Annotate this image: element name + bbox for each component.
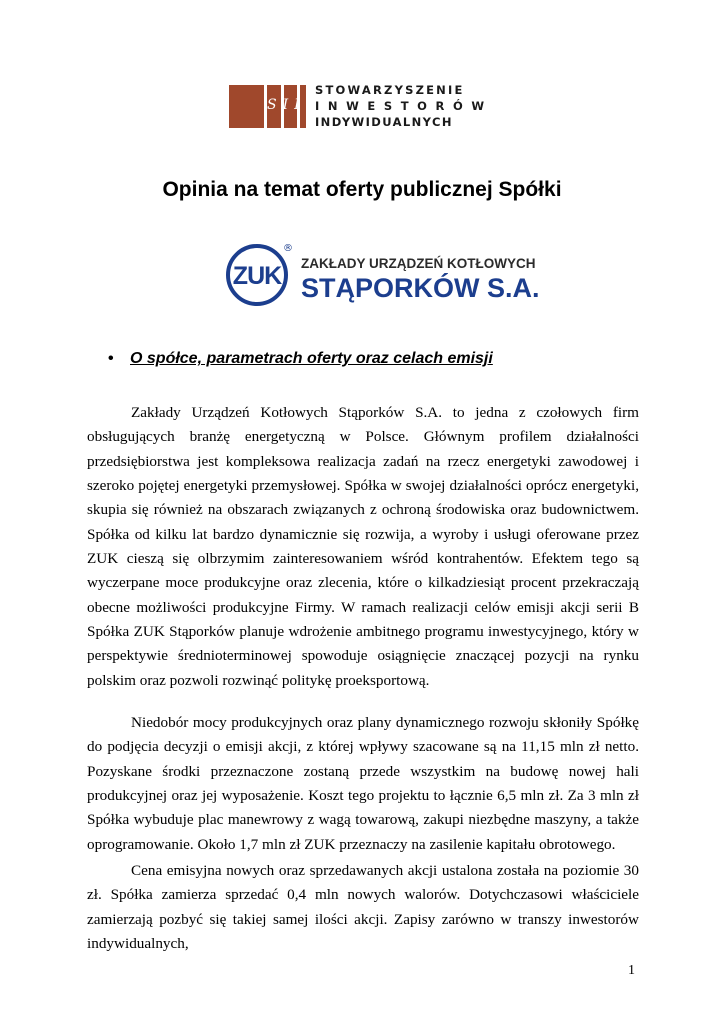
sii-logo-mark (229, 85, 306, 128)
body-paragraph-3 (87, 859, 639, 956)
zuk-logo-line1: ZAKŁADY URZĄDZEŃ KOTŁOWYCH (301, 256, 536, 271)
paragraph-text: Niedobór mocy produkcyjnych oraz plany dynamicznego rozwoju skłoniły Spółkę do podjęcia decyzji o emisji akcji, z której wpływy szacowane są na 11,15 mln zł netto. Pozyskane środki przeznaczone zostaną przede wszystkim na budowę nowej hali produkcyjnej oraz jej wyposażenie. Koszt tego projektu to łącznie 6,5 mln zł. Za 3 mln zł Spółka wybuduje plac manewrowy z wagą towarową, zakupi niezbędne maszyny, a także oprogramowanie. Około 1,7 mln zł ZUK przeznaczy na zasilenie kapitału obrotowego. (87, 714, 639, 853)
sii-logo-text (315, 82, 493, 130)
page-number: 1 (628, 963, 635, 978)
sii-logo-line1: STOWARZYSZENIE (315, 83, 465, 97)
paragraph-text: Zakłady Urządzeń Kotłowych Stąporków S.A. to jedna z czołowych firm obsługujących branżę energetyczną w Polsce. Głównym profilem działalności przedsiębiorstwa jest kompleksowa realizacja zadań na rzecz energetyki zawodowej i szeroko pojętej energetyki przemysłowej. Spółka w swojej działalności oprócz energetyki, skupia się również na obszarach związanych z ochroną środowiska oraz budownictwem. Spółka od kilku lat bardzo dynamicznie się rozwija, a wyroby i usługi oferowane przez ZUK cieszą się olbrzymim zainteresowaniem wśród kontrahentów. Efektem tego są wyczerpane moce produkcyjne oraz zlecenia, które o kilkadziesiąt procent przekraczają obecne możliwości produkcyjne Firmy. W ramach realizacji celów emisji akcji serii B Spółka ZUK Stąporków planuje wdrożenie ambitnego programu inwestycyjnego, który w perspektywie średnioterminowej spowoduje osiągnięcie znaczącej pozycji na rynku polskim oraz pozwoli rozwinąć politykę proeksportową. (87, 404, 639, 689)
body-paragraph-1 (87, 401, 639, 693)
sii-logo-line3: INDYWIDUALNYCH (315, 115, 453, 129)
sii-logo (229, 82, 499, 130)
sii-logo-line2: INWESTORÓW (315, 99, 493, 113)
sii-logo-letters: SII (267, 97, 306, 113)
zuk-logo-letters: ZUK (232, 262, 282, 290)
zuk-company-logo (226, 243, 540, 313)
document-title: Opinia na temat oferty publicznej Spółki (162, 178, 562, 201)
paragraph-text: Cena emisyjna nowych oraz sprzedawanych akcji ustalona została na poziomie 30 zł. Spółka zamierza sprzedać 0,4 mln nowych walorów. Dotychczasowi właściciele zamierzają pozbyć się takiej samej ilości akcji. Zapisy zarówno w transzy inwestorów indywidualnych, (87, 862, 639, 953)
body-paragraph-2 (87, 711, 639, 857)
registered-mark-icon: ® (283, 243, 293, 254)
section-heading (108, 350, 493, 368)
section-heading-text: O spółce, parametrach oferty oraz celach emisji (130, 350, 493, 367)
zuk-logo-line2: STĄPORKÓW S.A. (301, 273, 540, 303)
zuk-logo-circle (226, 244, 288, 306)
bullet-icon: • (108, 350, 114, 367)
